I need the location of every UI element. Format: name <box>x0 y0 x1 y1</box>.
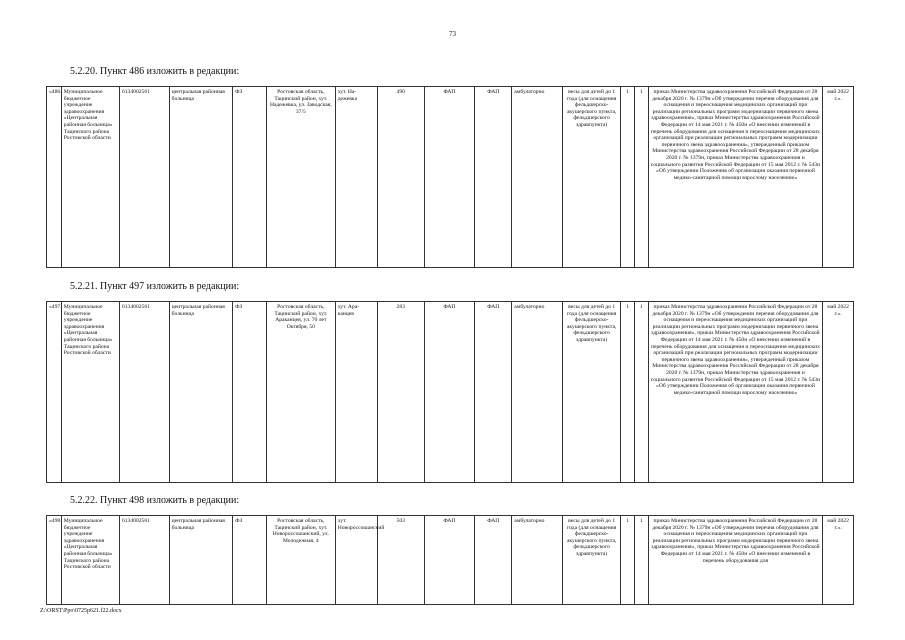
cell-inn: 6134002561 <box>119 87 169 268</box>
section-heading-498: 5.2.22. Пункт 498 изложить в редакции: <box>70 495 240 506</box>
cell-organization: Муниципальное бюджетное учреждение здравоохранения «Центральная районная больница» Тацинского района Ростовской области <box>61 516 119 605</box>
cell-inn: 6134002561 <box>119 302 169 483</box>
table-item-498 <box>46 515 854 605</box>
cell-care: амбулаторно <box>512 516 563 605</box>
cell-type-1: ФАП <box>424 516 475 605</box>
table-row <box>47 516 854 605</box>
footer-file-path: Z:\ORST\Ppo\0725p621.f22.docx <box>40 608 122 614</box>
cell-inn: 6134002561 <box>119 516 169 605</box>
cell-equipment: весы для детей до 1 года (для оснащения фельдшерско-акушерского пункта, фельдшерского здравпункта) <box>563 302 621 483</box>
cell-quantity-1: 1 <box>621 302 635 483</box>
section-heading-486: 5.2.20. Пункт 486 изложить в редакции: <box>70 66 240 77</box>
table-row <box>47 302 854 483</box>
cell-type-2: ФАП <box>475 302 512 483</box>
cell-hospital: центральная районная больница <box>169 516 232 605</box>
cell-quantity-2: 1 <box>634 87 648 268</box>
cell-basis: приказ Министерства здравоохранения Российской Федерации от 28 декабря 2020 г. № 1379н «Об утверждении перечня оборудования для оснащения и переоснащения медицинских организаций при реализации региональных программ модернизации первичного звена здравоохранения», приказ Министерства здравоохранения Российской Федерации от 14 мая 2021 г. № 450н «О внесении изменений в перечень оборудования для оснащения и переоснащения медицинских организаций при реализации региональных программ модернизации первичного звена здравоохранения», утвержденный приказом Министерства здравоохранения Российской Федерации от 28 декабря 2020 г. № 1379н, приказ Министерства здравоохранения и социального развития Российской Федерации от 15 мая 2012 г. № 543н «Об утверждении Положения об организации оказания первичной медико-санитарной помощи взрослому населению» <box>648 302 823 483</box>
cell-fz: ФЗ <box>233 516 267 605</box>
cell-date: май 2022 г.». <box>823 516 854 605</box>
cell-fz: ФЗ <box>233 87 267 268</box>
cell-basis: приказ Министерства здравоохранения Российской Федерации от 28 декабря 2020 г. № 1379н «Об утверждении перечня оборудования для оснащения и переоснащения медицинских организаций при реализации региональных программ модернизации первичного звена здравоохранения», приказ Министерства здравоохранения Российской Федерации от 14 мая 2021 г. № 450н «О внесении изменений в перечень оборудования для <box>648 516 823 605</box>
table-item-486 <box>46 86 854 268</box>
cell-number: «486. <box>47 87 62 268</box>
cell-settlement: хут. На-дежевка <box>335 87 377 268</box>
cell-care: амбулаторно <box>512 302 563 483</box>
cell-date: май 2022 г.». <box>823 87 854 268</box>
cell-settlement: хут. Ара-канцев <box>335 302 377 483</box>
cell-settlement: хут. Новороссошанский <box>335 516 377 605</box>
cell-population: 503 <box>377 516 424 605</box>
cell-organization: Муниципальное бюджетное учреждение здравоохранения «Центральная районная больница» Тацинского района Ростовской области <box>61 302 119 483</box>
cell-address: Ростовская область, Тацинский район, хут. Араканцев, ул. 70 лет Октября, 50 <box>266 302 335 483</box>
cell-quantity-2: 1 <box>634 302 648 483</box>
cell-date: май 2022 г.». <box>823 302 854 483</box>
cell-type-2: ФАП <box>475 87 512 268</box>
section-heading-497: 5.2.21. Пункт 497 изложить в редакции: <box>70 281 240 292</box>
cell-quantity-1: 1 <box>621 87 635 268</box>
table-row <box>47 87 854 268</box>
cell-population: 490 <box>377 87 424 268</box>
cell-basis: приказ Министерства здравоохранения Российской Федерации от 28 декабря 2020 г. № 1379н «Об утверждении перечня оборудования для оснащения и переоснащения медицинских организаций при реализации региональных программ модернизации первичного звена здравоохранения», приказ Министерства здравоохранения Российской Федерации от 14 мая 2021 г. № 450н «О внесении изменений в перечень оборудования для оснащения и переоснащения медицинских организаций при реализации региональных программ модернизации первичного звена здравоохранения», утвержденный приказом Министерства здравоохранения Российской Федерации от 28 декабря 2020 г. № 1379н, приказ Министерства здравоохранения и социального развития Российской Федерации от 15 мая 2012 г. № 543н «Об утверждении Положения об организации оказания первичной медико-санитарной помощи взрослому населению» <box>648 87 823 268</box>
cell-care: амбулаторно <box>512 87 563 268</box>
cell-type-1: ФАП <box>424 87 475 268</box>
cell-address: Ростовская область, Тацинский район, хут. Надежевка, ул. Заводская, 37/5 <box>266 87 335 268</box>
cell-hospital: центральная районная больница <box>169 87 232 268</box>
cell-type-2: ФАП <box>475 516 512 605</box>
cell-quantity-1: 1 <box>621 516 635 605</box>
cell-fz: ФЗ <box>233 302 267 483</box>
cell-quantity-2: 1 <box>634 516 648 605</box>
cell-population: 283 <box>377 302 424 483</box>
cell-address: Ростовская область, Тацинский район, хут. Новороссошанский, ул. Молодежная, 4 <box>266 516 335 605</box>
cell-type-1: ФАП <box>424 302 475 483</box>
cell-hospital: центральная районная больница <box>169 302 232 483</box>
page-number: 73 <box>449 30 456 38</box>
cell-number: «497. <box>47 302 62 483</box>
cell-organization: Муниципальное бюджетное учреждение здравоохранения «Центральная районная больница» Тацинского района Ростовской области <box>61 87 119 268</box>
cell-number: «498. <box>47 516 62 605</box>
cell-equipment: весы для детей до 1 года (для оснащения фельдшерско-акушерского пункта, фельдшерского здравпункта) <box>563 87 621 268</box>
table-item-497 <box>46 301 854 483</box>
cell-equipment: весы для детей до 1 года (для оснащения фельдшерско-акушерского пункта, фельдшерского здравпункта) <box>563 516 621 605</box>
